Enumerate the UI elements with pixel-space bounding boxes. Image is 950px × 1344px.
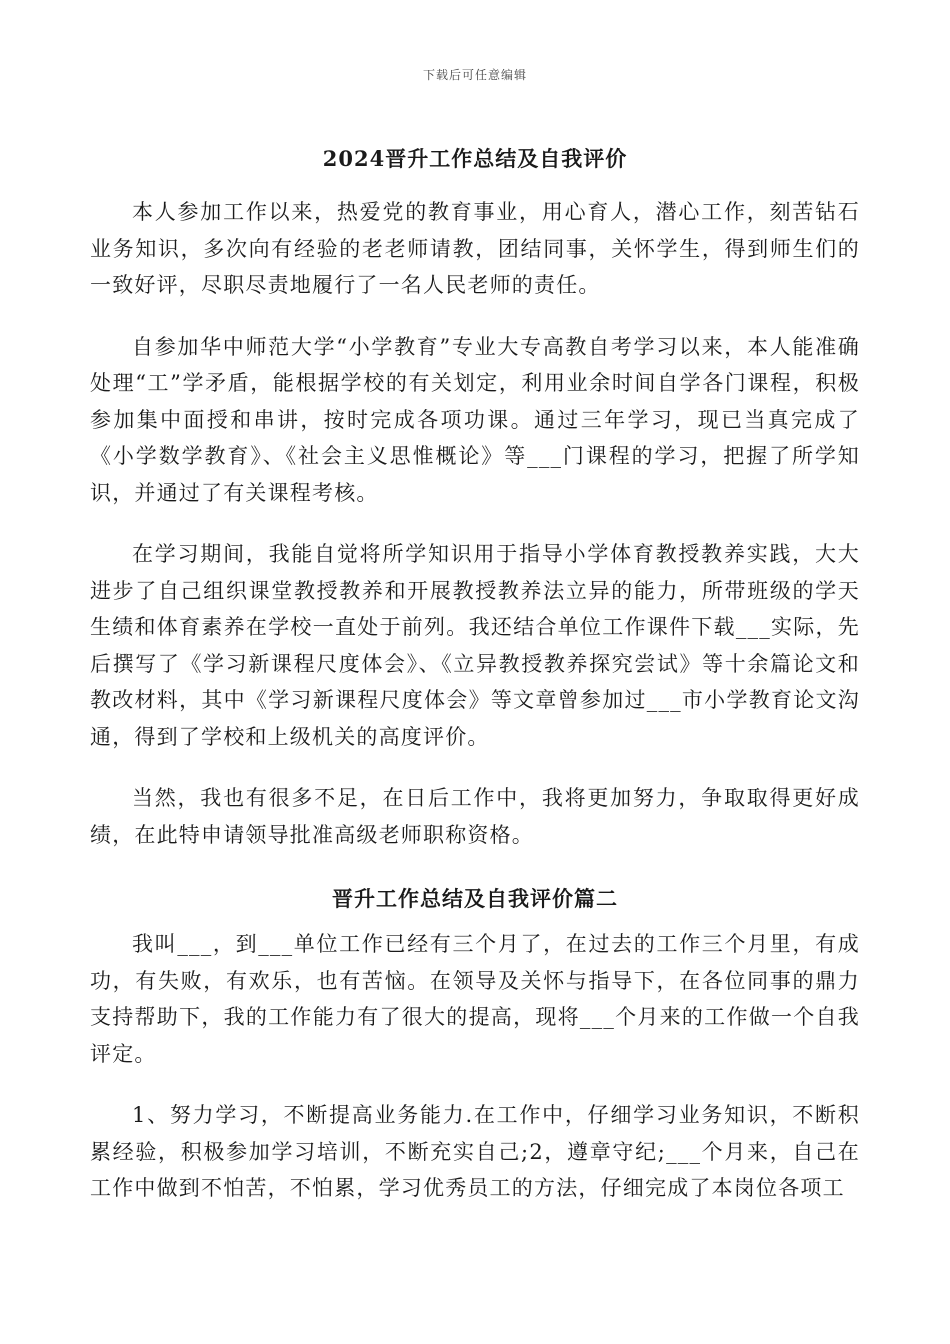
document-content [90, 138, 860, 1232]
paragraph-3: 在学习期间，我能自觉将所学知识用于指导小学体育教授教养实践，大大进步了自己组织课堂教授教养和开展教授教养法立异的能力，所带班级的学天生绩和体育素养在学校一直处于前列。我还结合单位工作课件下载___实际，先后撰写了《学习新课程尺度体会》、《立异教授教养探究尝试》等十余篇论文和教改材料，其中《学习新课程尺度体会》等文章曾参加过___市小学教育论文沟通，得到了学校和上级机关的高度评价。 [90, 542, 860, 749]
paragraph-1: 本人参加工作以来，热爱党的教育事业，用心育人，潜心工作，刻苦钻石业务知识，多次向有经验的老老师请教，团结同事，关怀学生，得到师生们的一致好评，尽职尽责地履行了一名人民老师的责任。 [90, 200, 860, 297]
header-note: 下载后可任意编辑 [422, 68, 527, 82]
paragraph-2: 自参加华中师范大学“小学教育”专业大专高教自考学习以来，本人能准确处理“工”学矛盾，能根据学校的有关划定，利用业余时间自学各门课程，积极参加集中面授和串讲，按时完成各项功课。通过三年学习，现已当真完成了《小学数学教育》、《社会主义思惟概论》等___门课程的学习，把握了所学知识，并通过了有关课程考核。 [90, 334, 860, 505]
paragraph-6: 1、努力学习，不断提高业务能力.在工作中，仔细学习业务知识，不断积累经验，积极参加学习培训，不断充实自己;2，遵章守纪;___个月来，自己在工作中做到不怕苦，不怕累，学习优秀员工的方法，仔细完成了本岗位各项工 [90, 1103, 860, 1200]
document-title: 2024晋升工作总结及自我评价 [322, 146, 628, 171]
paragraph-5: 我叫___，到___单位工作已经有三个月了，在过去的工作三个月里，有成功，有失败，有欢乐，也有苦恼。在领导及关怀与指导下，在各位同事的鼎力支持帮助下，我的工作能力有了很大的提高，现将___个月来的工作做一个自我评定。 [90, 932, 860, 1066]
section-title-2: 晋升工作总结及自我评价篇二 [332, 886, 618, 911]
paragraph-4: 当然，我也有很多不足，在日后工作中，我将更加努力，争取取得更好成绩，在此特申请领导批准高级老师职称资格。 [90, 786, 860, 847]
